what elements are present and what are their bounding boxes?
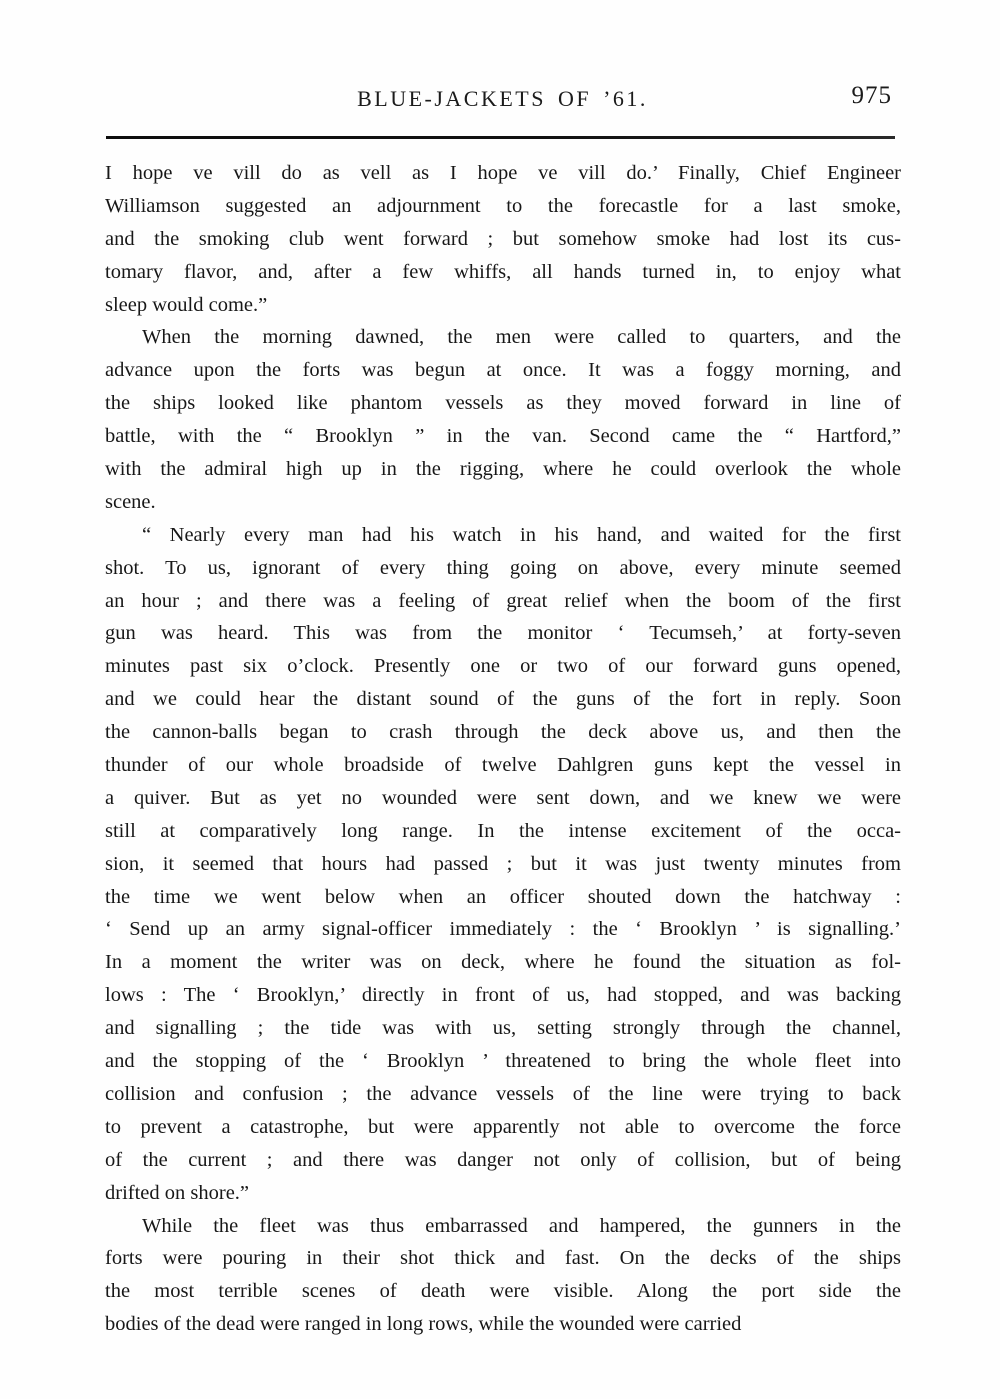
text-line: shot. To us, ignorant of every thing going on above, every minute seemed (105, 556, 901, 579)
page-number: 975 (851, 82, 892, 109)
text-line: and we could hear the distant sound of the guns of the fort in reply. Soon (105, 688, 901, 711)
text-line: the ships looked like phantom vessels as they moved forward in line of (105, 392, 901, 415)
text-line: When the morning dawned, the men were called to quarters, and the (142, 326, 901, 349)
text-line: collision and confusion ; the advance vessels of the line were trying to back (105, 1082, 901, 1105)
text-line: the most terrible scenes of death were visible. Along the port side the (105, 1280, 901, 1303)
text-line: lows : The ‘ Brooklyn,’ directly in front of us, had stopped, and was backing (105, 984, 901, 1007)
text-line: a quiver. But as yet no wounded were sent down, and we knew we were (105, 786, 901, 809)
running-title: BLUE-JACKETS OF ’61. (357, 86, 648, 111)
header-rule (106, 136, 895, 139)
text-line: scene. (105, 490, 156, 513)
text-line: advance upon the forts was begun at once. It was a foggy morning, and (105, 359, 901, 382)
text-line: and the smoking club went forward ; but somehow smoke had lost its cus- (105, 227, 901, 250)
text-line: sleep would come.” (105, 293, 268, 316)
text-line: tomary flavor, and, after a few whiffs, all hands turned in, to enjoy what (105, 260, 901, 283)
text-line: ‘ Send up an army signal-officer immediately : the ‘ Brooklyn ’ is signalling.’ (105, 918, 901, 941)
text-line: an hour ; and there was a feeling of great relief when the boom of the first (105, 589, 901, 612)
text-line: with the admiral high up in the rigging, where he could overlook the whole (105, 458, 901, 481)
text-line: Williamson suggested an adjournment to the forecastle for a last smoke, (105, 194, 901, 217)
body-text (105, 157, 901, 1341)
text-line: forts were pouring in their shot thick and fast. On the decks of the ships (105, 1247, 901, 1270)
text-line: “ Nearly every man had his watch in his hand, and waited for the first (142, 523, 901, 546)
text-line: In a moment the writer was on deck, where he found the situation as fol- (105, 951, 901, 974)
text-line: thunder of our whole broadside of twelve Dahlgren guns kept the vessel in (105, 754, 901, 777)
text-line: battle, with the “ Brooklyn ” in the van. Second came the “ Hartford,” (105, 425, 901, 448)
text-line: minutes past six o’clock. Presently one or two of our forward guns opened, (105, 655, 901, 678)
text-line: to prevent a catastrophe, but were apparently not able to overcome the force (105, 1115, 901, 1138)
text-line: I hope ve vill do as vell as I hope ve vill do.’ Finally, Chief Engineer (105, 162, 901, 184)
text-line: still at comparatively long range. In the intense excitement of the occa- (105, 819, 901, 842)
text-line: the cannon-balls began to crash through the deck above us, and then the (105, 721, 901, 744)
text-line: While the fleet was thus embarrassed and hampered, the gunners in the (142, 1214, 901, 1237)
text-line: gun was heard. This was from the monitor ‘ Tecumseh,’ at forty-seven (105, 622, 901, 645)
text-line: sion, it seemed that hours had passed ; but it was just twenty minutes from (105, 852, 901, 875)
text-line: and the stopping of the ‘ Brooklyn ’ threatened to bring the whole fleet into (105, 1050, 901, 1073)
text-line: and signalling ; the tide was with us, setting strongly through the channel, (105, 1017, 901, 1040)
text-line: bodies of the dead were ranged in long rows, while the wounded were carried (105, 1313, 742, 1336)
text-line: drifted on shore.” (105, 1181, 250, 1204)
text-line: of the current ; and there was danger not only of collision, but of being (105, 1148, 901, 1171)
text-line: the time we went below when an officer shouted down the hatchway : (105, 885, 901, 908)
page-header (105, 82, 900, 120)
